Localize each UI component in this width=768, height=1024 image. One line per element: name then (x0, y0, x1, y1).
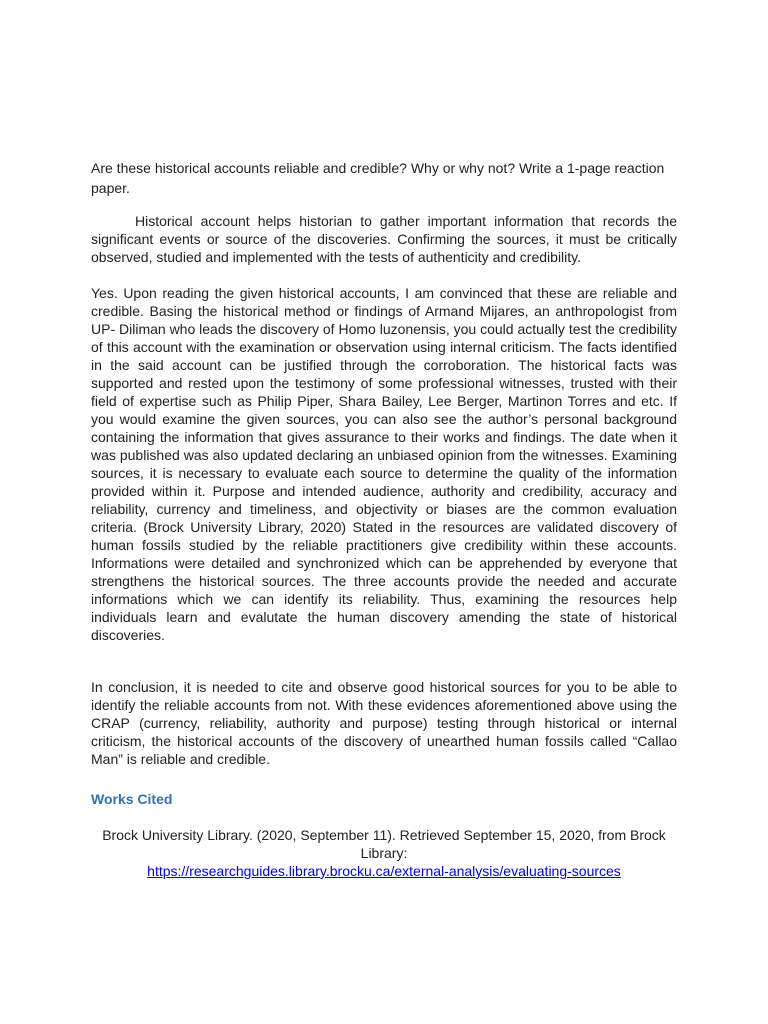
citation-entry (91, 826, 677, 880)
paragraph-conclusion: In conclusion, it is needed to cite and observe good historical sources for you to be able to identify the reliable accounts from not. With these evidences aforementioned above using the CRAP (currency, reliability, authority and purpose) testing through historical or internal criticism, the historical accounts of the discovery of unearthed human fossils called “Callao Man” is reliable and credible. (91, 679, 677, 767)
paragraph-body: Yes. Upon reading the given historical accounts, I am convinced that these are reliable and credible. Basing the historical method or findings of Armand Mijares, an anthropologist from UP- Diliman who leads the discovery of Homo luzonensis, you could actually test the credibility of this account with the examination or observation using internal criticism. The facts identified in the said account can be justified through the corroboration. The historical facts was supported and rested upon the testimony of some professional witnesses, trusted with their field of expertise such as Philip Piper, Shara Bailey, Lee Berger, Martinon Torres and etc. If you would examine the given sources, you can also see the author’s personal background containing the information that gives assurance to their works and findings. The date when it was published was also updated declaring an unbiased opinion from the witnesses. Examining sources, it is necessary to evaluate each source to determine the quality of the information provided within it. Purpose and intended audience, authority and credibility, accuracy and reliability, currency and timeliness, and objectivity or biases are the common evaluation criteria. (Brock University Library, 2020) Stated in the resources are validated discovery of human fossils studied by the reliable practitioners give credibility within these accounts. Informations were detailed and synchronized which can be apprehended by everyone that strengthens the historical sources. The three accounts provide the needed and accurate informations which we can identify its reliability. Thus, examining the resources help individuals learn and evalutate the human discovery amending the state of historical discoveries. (91, 285, 677, 643)
assignment-prompt: Are these historical accounts reliable and credible? Why or why not? Write a 1-page reaction paper. (91, 160, 665, 196)
works-cited-heading: Works Cited (91, 791, 173, 807)
citation-text: Brock University Library. (2020, September 11). Retrieved September 15, 2020, from Brock Library: (102, 827, 666, 861)
citation-link[interactable]: https://researchguides.library.brocku.ca/external-analysis/evaluating-sources (147, 863, 621, 879)
paragraph-introduction: Historical account helps historian to gather important information that records the significant events or source of the discoveries. Confirming the sources, it must be critically observed, studied and implemented with the tests of authenticity and credibility. (91, 213, 677, 265)
